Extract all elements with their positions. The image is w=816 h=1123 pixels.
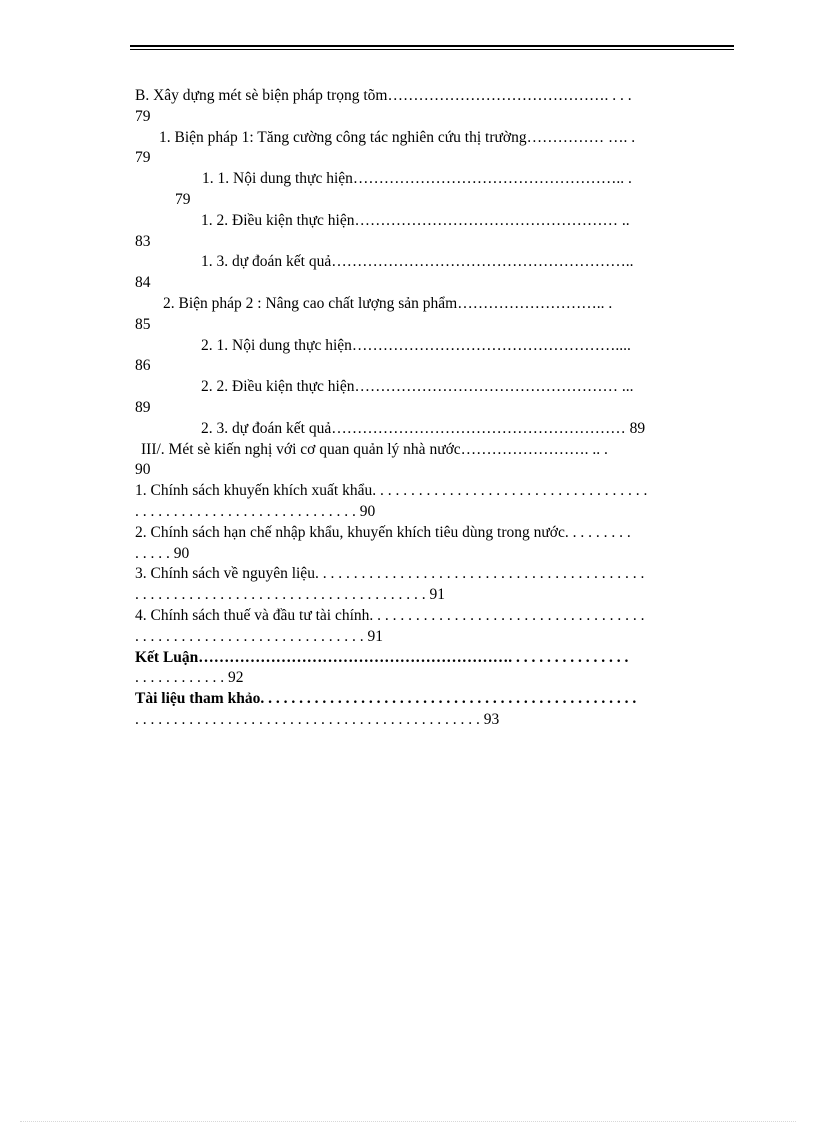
toc-line: . . . . . . . . . . . . . . . . . . . . . . . . . . . . . . . . . . . . . . 91 [135, 586, 445, 604]
page-bottom-border [20, 1121, 796, 1122]
toc-line: 86 [135, 357, 151, 375]
toc-line: 85 [135, 315, 151, 333]
toc-line: Kết Luận……………………………………………………. . . . . . . . . . . . . . . . [135, 648, 629, 666]
toc-line: 90 [135, 461, 151, 479]
toc-line: . . . . . . . . . . . . . . . . . . . . . . . . . . . . . 90 [135, 502, 376, 520]
header-rule-thin [130, 49, 734, 50]
toc-line: 2. 3. dự đoán kết quả………………………………………………… 89 [201, 419, 646, 437]
toc-line: 1. Biện pháp 1: Tăng cường công tác nghiên cứu thị trường…………… …. . [159, 128, 636, 146]
toc-line: III/. Mét sè kiến nghị với cơ quan quản lý nhà nước……………………. .. . [141, 440, 608, 458]
toc-line: . . . . . 90 [135, 544, 190, 562]
toc-line: . . . . . . . . . . . . . . . . . . . . . . . . . . . . . . 91 [135, 627, 383, 645]
toc-line: 1. 2. Điều kiện thực hiện…………………………………………… .. [201, 211, 630, 229]
toc-line: . . . . . . . . . . . . . . . . . . . . . . . . . . . . . . . . . . . . . . . . . . . . . 93 [135, 710, 500, 728]
toc-line: . . . . . . . . . . . . 92 [135, 669, 244, 687]
toc-line: 2. 1. Nội dung thực hiện…………………………………………….... [201, 336, 631, 354]
toc-line: 4. Chính sách thuế và đầu tư tài chính. . . . . . . . . . . . . . . . . . . . . . . . . . . . . . . . . . . . [135, 606, 645, 624]
header-rule [130, 45, 734, 47]
toc-line: 3. Chính sách về nguyên liệu. . . . . . . . . . . . . . . . . . . . . . . . . . . . . . . . . . . . . . . . . . . [135, 565, 645, 583]
toc-line: 2. Chính sách hạn chế nhập khẩu, khuyến khích tiêu dùng trong nước. . . . . . . . . [135, 523, 631, 541]
toc-line: 83 [135, 232, 151, 250]
toc-line: 79 [135, 107, 151, 125]
toc-line: 1. 3. dự đoán kết quả………………………………………………….. [201, 253, 634, 271]
toc-line: Tài liệu tham khảo. . . . . . . . . . . . . . . . . . . . . . . . . . . . . . . . . . . . . . . . . . . . . . . . . [135, 690, 637, 708]
toc-line: 1. Chính sách khuyến khích xuất khẩu. . . . . . . . . . . . . . . . . . . . . . . . . . . . . . . . . . . . [135, 482, 648, 500]
toc-line: 79 [175, 190, 191, 208]
toc-line: 84 [135, 274, 151, 292]
toc-line: 2. Biện pháp 2 : Nâng cao chất lượng sản phẩm……………………….. . [163, 294, 613, 312]
toc-line: 2. 2. Điều kiện thực hiện…………………………………………… ... [201, 378, 634, 396]
toc-line: 1. 1. Nội dung thực hiện…………………………………………….. . [202, 170, 632, 188]
table-of-contents [135, 86, 731, 731]
toc-line: 89 [135, 398, 151, 416]
toc-line: 79 [135, 149, 151, 167]
toc-line: B. Xây dựng mét sè biện pháp trọng tõm……………………………………. . . . [135, 87, 632, 104]
